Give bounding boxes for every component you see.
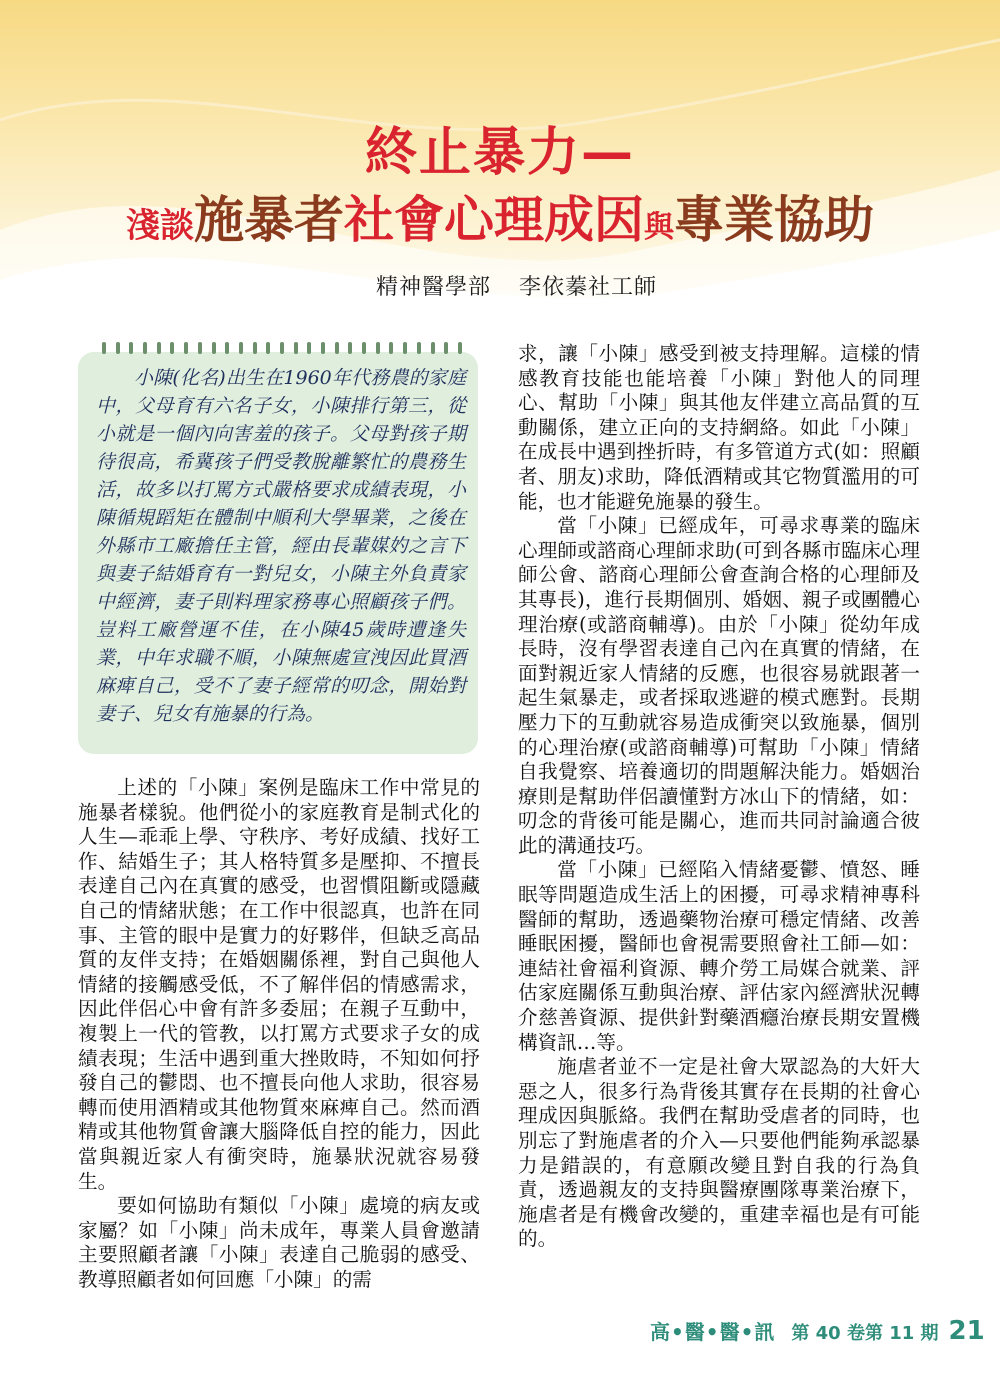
article-subtitle	[0, 180, 1000, 252]
paragraph: 求，讓「小陳」感受到被支持理解。這樣的情感教育技能也能培養「小陳」對他人的同理心、幫助「小陳」與其他友伴建立高品質的互動關係，建立正向的支持網絡。如此「小陳」在成長中遇到挫折時，有多管道方式(如：照顧者、朋友)求助，降低酒精或其它物質濫用的可能，也才能避免施暴的發生。	[518, 342, 920, 513]
issue-number: 第 40 卷第 11 期	[791, 1323, 939, 1344]
left-column	[78, 776, 480, 1292]
magazine-name: 高•醫•醫•訊	[650, 1320, 776, 1344]
case-study-text: 小陳(化名)出生在1960年代務農的家庭中，父母育有六名子女，小陳排行第三，從小就是一個內向害羞的孩子。父母對孩子期待很高，希冀孩子們受教脫離繁忙的農務生活，故多以打罵方式嚴格要求成績表現，小陳循規蹈矩在體制中順利大學畢業，之後在外縣市工廠擔任主管，經由長輩媒妁之言下與妻子結婚育有一對兒女，小陳主外負責家中經濟，妻子則料理家務專心照顧孩子們。豈料工廠營運不佳，在小陳45歲時遭逢失業，中年求職不順，小陳無處宣洩因此買酒麻痺自己，受不了妻子經常的叨念，開始對妻子、兒女有施暴的行為。	[96, 367, 466, 725]
notebook-binding-decoration	[102, 342, 462, 358]
subtitle-part-1: 淺談	[126, 206, 194, 246]
byline	[376, 270, 657, 301]
byline-author: 李依蓁社工師	[519, 275, 658, 300]
subtitle-part-5: 專業協助	[674, 191, 874, 249]
page-footer	[650, 1316, 985, 1346]
paragraph: 當「小陳」已經陷入情緒憂鬱、憤怒、睡眠等問題造成生活上的困擾，可尋求精神專科醫師的幫助，透過藥物治療可穩定情緒、改善睡眠困擾，醫師也會視需要照會社工師—如：連結社會福利資源、轉介勞工局媒合就業、評估家庭關係互動與治療、評估家內經濟狀況轉介慈善資源、提供針對藥酒癮治療長期安置機構資訊…等。	[518, 858, 920, 1054]
subtitle-part-3: 社會心理成因	[344, 191, 644, 249]
page-number: 21	[948, 1316, 985, 1346]
byline-department: 精神醫學部	[376, 275, 492, 300]
paragraph: 當「小陳」已經成年，可尋求專業的臨床心理師或諮商心理師求助(可到各縣市臨床心理師公會、諮商心理師公會查詢合格的心理師及其專長)，進行長期個別、婚姻、親子或團體心理治療(或諮商輔導)。由於「小陳」從幼年成長時，沒有學習表達自己內在真實的情緒，在面對親近家人情緒的反應，也很容易就跟著一起生氣暴走，或者採取逃避的模式應對。長期壓力下的互動就容易造成衝突以致施暴，個別的心理治療(或諮商輔導)可幫助「小陳」情緒自我覺察、培養適切的問題解決能力。婚姻治療則是幫助伴侶讀懂對方冰山下的情緒，如：叨念的背後可能是關心，進而共同討論適合彼此的溝通技巧。	[518, 514, 920, 857]
paragraph: 施虐者並不一定是社會大眾認為的大奸大惡之人，很多行為背後其實存在長期的社會心理成因與脈絡。我們在幫助受虐者的同時，也別忘了對施虐者的介入—只要他們能夠承認暴力是錯誤的，有意願改變且對自我的行為負責，透過親友的支持與醫療團隊專業治療下，施虐者是有機會改變的，重建幸福也是有可能的。	[518, 1055, 920, 1251]
article-title: 終止暴力—	[364, 123, 635, 183]
paragraph: 上述的「小陳」案例是臨床工作中常見的施暴者樣貌。他們從小的家庭教育是制式化的人生—乖乖上學、守秩序、考好成績、找好工作、結婚生子；其人格特質多是壓抑、不擅長表達自己內在真實的感受，也習慣阻斷或隱藏自己的情緒狀態；在工作中很認真，也許在同事、主管的眼中是實力的好夥伴，但缺乏高品質的友伴支持；在婚姻關係裡，對自己與他人情緒的接觸感受低，不了解伴侶的情感需求，因此伴侶心中會有許多委屈；在親子互動中，複製上一代的管教，以打罵方式要求子女的成績表現；生活中遇到重大挫敗時，不知如何抒發自己的鬱悶、也不擅長向他人求助，很容易轉而使用酒精或其他物質來麻痺自己。然而酒精或其他物質會讓大腦降低自控的能力，因此當與親近家人有衝突時，施暴狀況就容易發生。	[78, 776, 480, 1193]
subtitle-part-4: 與	[644, 210, 674, 245]
paragraph: 要如何協助有類似「小陳」處境的病友或家屬？如「小陳」尚未成年，專業人員會邀請主要照顧者讓「小陳」表達自己脆弱的感受、教導照顧者如何回應「小陳」的需	[78, 1194, 480, 1291]
subtitle-part-2: 施暴者	[194, 191, 344, 249]
right-column	[518, 342, 920, 1252]
